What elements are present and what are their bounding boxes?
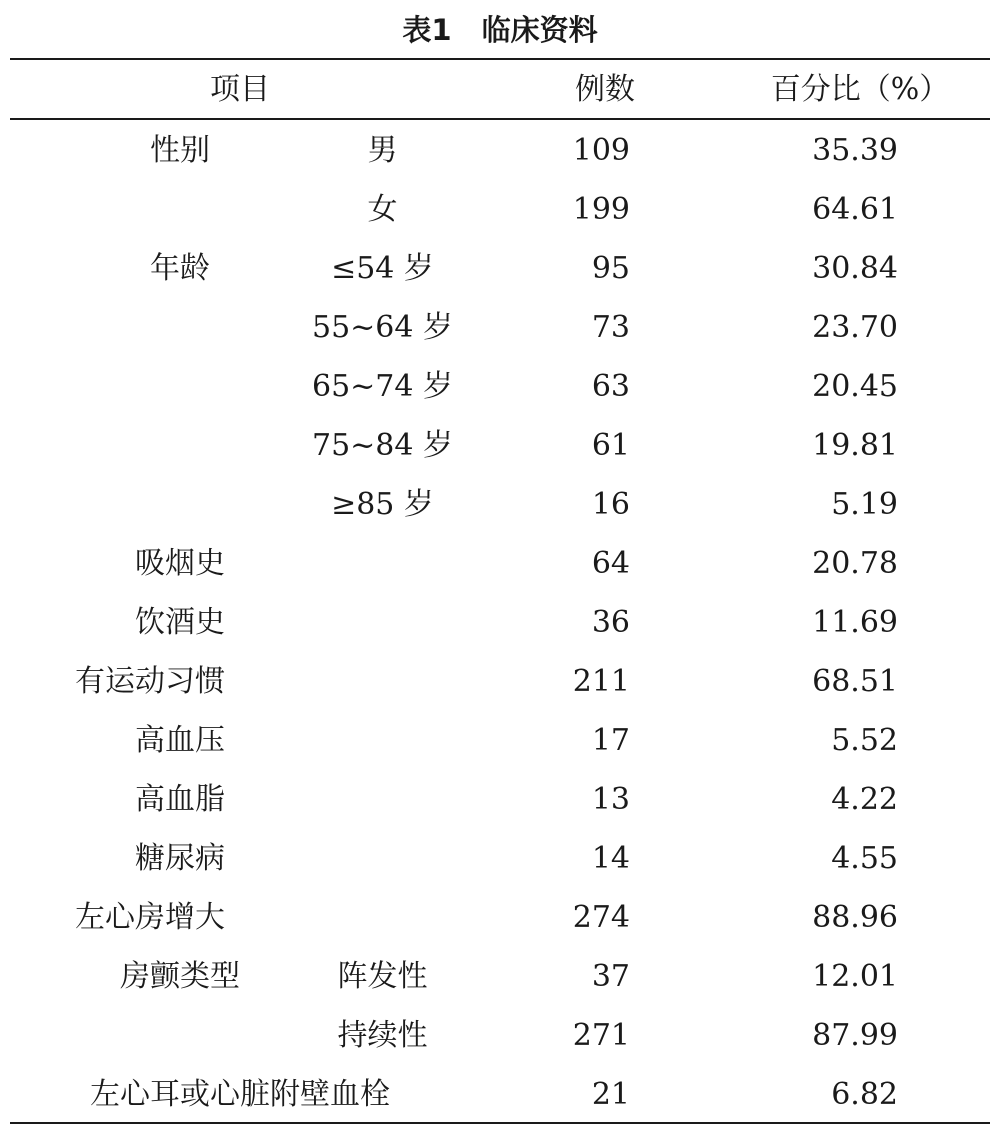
row-item: 高血脂 [135, 782, 225, 817]
row-count: 95 [591, 251, 630, 286]
table-row [0, 180, 1000, 239]
row-count: 36 [591, 605, 630, 640]
row-item: 年龄 [150, 251, 210, 286]
row-item: 左心耳或心脏附壁血栓 [90, 1077, 390, 1112]
table-row [0, 888, 1000, 947]
row-percent: 20.45 [812, 369, 898, 404]
row-subitem: 持续性 [337, 1018, 428, 1053]
bottom-rule [10, 1122, 990, 1124]
row-count: 61 [591, 428, 630, 463]
table-row [0, 121, 1000, 180]
row-count: 64 [591, 546, 630, 581]
row-percent: 20.78 [812, 546, 898, 581]
header-count: 例数 [575, 72, 635, 107]
row-item [40, 180, 320, 239]
row-item: 饮酒史 [135, 605, 225, 640]
table-row [0, 475, 1000, 534]
row-item: 房颤类型 [120, 959, 240, 994]
row-count: 14 [591, 841, 630, 876]
row-item: 左心房增大 [75, 900, 225, 935]
row-subitem: 65~74 岁 [311, 369, 454, 404]
table-row [0, 534, 1000, 593]
table-row [0, 239, 1000, 298]
row-count: 274 [572, 900, 630, 935]
row-percent: 30.84 [812, 251, 898, 286]
table-row [0, 357, 1000, 416]
row-count: 109 [572, 133, 630, 168]
row-count: 16 [591, 487, 630, 522]
row-percent: 19.81 [812, 428, 898, 463]
row-count: 21 [591, 1077, 630, 1112]
row-subitem [280, 1065, 485, 1124]
row-item: 高血压 [135, 723, 225, 758]
table-row [0, 947, 1000, 1006]
row-item [40, 416, 320, 475]
header-item: 项目 [210, 72, 270, 107]
row-subitem: 55~64 岁 [311, 310, 454, 345]
row-count: 17 [591, 723, 630, 758]
table-row [0, 593, 1000, 652]
row-percent: 11.69 [812, 605, 898, 640]
row-percent: 12.01 [812, 959, 898, 994]
row-subitem [280, 888, 485, 947]
row-subitem [280, 770, 485, 829]
row-subitem [280, 711, 485, 770]
row-percent: 5.52 [831, 723, 898, 758]
table-row [0, 652, 1000, 711]
row-subitem: ≥85 岁 [331, 487, 434, 522]
table-row [0, 829, 1000, 888]
row-count: 199 [572, 192, 630, 227]
table-title: 临床资料 [481, 13, 598, 47]
row-count: 73 [591, 310, 630, 345]
row-subitem: ≤54 岁 [331, 251, 434, 286]
table-header [0, 60, 1000, 119]
row-percent: 6.82 [831, 1077, 898, 1112]
row-percent: 5.19 [831, 487, 898, 522]
row-percent: 35.39 [812, 133, 898, 168]
row-count: 13 [591, 782, 630, 817]
row-subitem [280, 829, 485, 888]
row-subitem: 女 [367, 192, 398, 227]
row-subitem: 75~84 岁 [311, 428, 454, 463]
row-item [40, 475, 320, 534]
row-item: 糖尿病 [135, 841, 225, 876]
table-row [0, 1006, 1000, 1065]
row-item: 吸烟史 [135, 546, 225, 581]
row-item: 性别 [150, 133, 210, 168]
row-item [40, 298, 320, 357]
row-count: 211 [572, 664, 630, 699]
table-number: 表1 [402, 13, 452, 47]
row-percent: 23.70 [812, 310, 898, 345]
row-subitem: 男 [367, 133, 398, 168]
table-row [0, 770, 1000, 829]
row-percent: 88.96 [812, 900, 898, 935]
row-percent: 68.51 [812, 664, 898, 699]
table-row [0, 711, 1000, 770]
row-subitem [280, 593, 485, 652]
row-percent: 87.99 [812, 1018, 898, 1053]
table-row [0, 416, 1000, 475]
header-percent: 百分比（%） [770, 72, 950, 107]
row-count: 37 [591, 959, 630, 994]
header-rule [10, 118, 990, 120]
row-percent: 4.22 [831, 782, 898, 817]
row-subitem [280, 652, 485, 711]
row-count: 63 [591, 369, 630, 404]
table-row [0, 1065, 1000, 1124]
row-subitem: 阵发性 [337, 959, 428, 994]
table-row [0, 298, 1000, 357]
row-percent: 4.55 [831, 841, 898, 876]
row-subitem [280, 534, 485, 593]
row-item: 有运动习惯 [75, 664, 225, 699]
row-count: 271 [572, 1018, 630, 1053]
row-item [40, 357, 320, 416]
table-caption [0, 8, 1000, 52]
row-percent: 64.61 [812, 192, 898, 227]
row-item [40, 1006, 320, 1065]
